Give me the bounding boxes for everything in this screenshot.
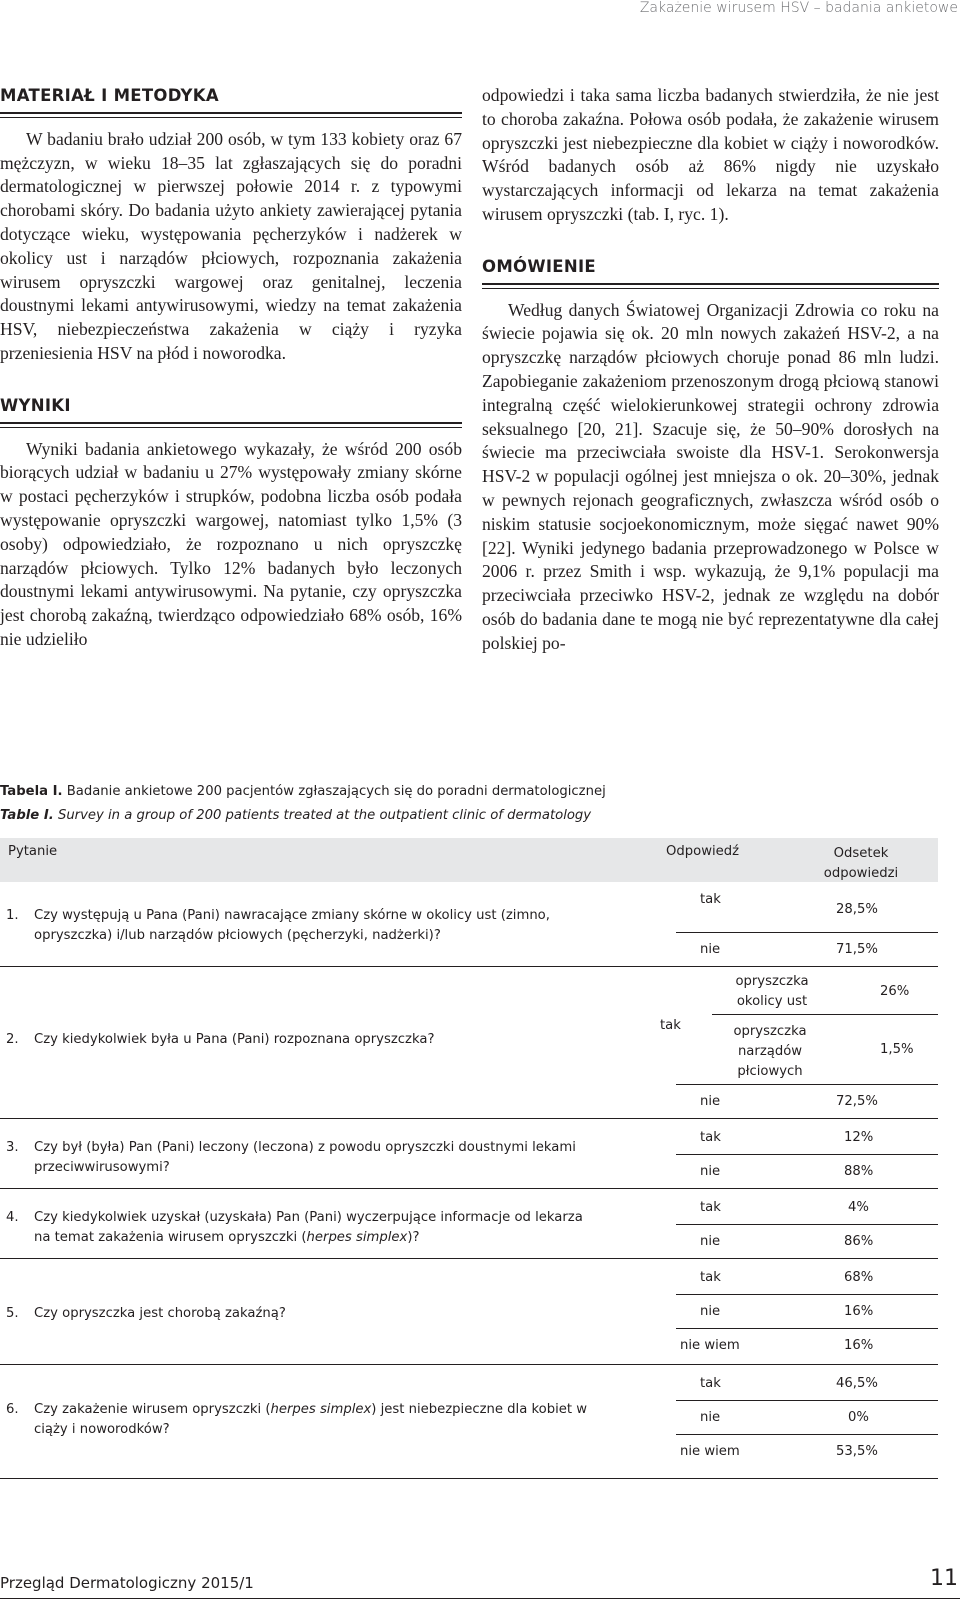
question-text: Czy kiedykolwiek była u Pana (Pani) rozpoznana opryszczka? [34,1032,435,1047]
paragraph-results: Wyniki badania ankietowego wykazały, że wśród 200 osób biorących udział w badaniu u 27% występowały zmiany skórne w postaci pęcherzyków i strupków, podobna liczba osób podała występowanie opryszczki wargowej, natomiast tylko 1,5% (3 osoby) odpowiedziało, że rozpoznano u nich opryszczkę narządów płciowych. Tylko 12% badanych było leczonych doustnymi lekami antywirusowymi. Na pytanie, czy opryszczka jest chorobą zakaźną, twierdząco odpowiedziało 68% osób, 16% nie udzieliło [0,438,462,649]
row-divider [676,1154,938,1155]
question-text: Czy kiedykolwiek uzyskał (uzyskała) Pan (Pani) wyczerpujące informacje od lekarza na temat zakażenia wirusem opryszczki ( [34,1210,583,1245]
row-divider [676,1328,938,1329]
paragraph-discussion: Według danych Światowej Organizacji Zdrowia co roku na świecie pojawia się ok. 20 mln nowych zakażeń HSV-2, a na opryszczkę narządów płciowych choruje ponad 86 mln ludzi. Zapobieganie zakażeniom przenoszonym drogą płciową stanowi integralną część wielokierunkowej strategii ochrony zdrowia seksualnego [20, 21]. Szacuje się, że 50–90% dorosłych na świecie ma przeciwciała swoiste dla HSV-1. Serokonwersja HSV-2 w populacji ogólnej jest mniejsza o ok. 20–30%, jednak w pewnych rejonach geograficznych, zwłaszcza wśród osób o niskim statusie socjoekonomicznym, może sięgać nawet 90% [22]. Wyniki jedynego badania przeprowadzonego w Polsce w 2006 r. przez Smith i wsp. wykazują, że 9,1% populacji ma przeciwciała przeciwko HSV-2, jednak ze względu na dobór osób do badania dane te mogą nie być reprezentatywne dla całej polskiej po- [482,299,939,653]
answer-cell: tak [700,1376,721,1391]
question-6 [6,1400,594,1440]
percent-cell: 12% [844,1130,874,1145]
percent-cell: 16% [844,1304,874,1319]
heading-results: WYNIKI [0,394,462,424]
table-header [0,838,938,882]
answer-cell: tak [660,1018,681,1033]
right-column [482,84,939,656]
answer-cell: nie [700,1410,721,1425]
question-1 [6,906,594,946]
row-divider [0,1188,938,1189]
answer-cell: tak [700,1200,721,1215]
percent-cell: 0% [848,1410,869,1425]
table-caption [0,780,940,828]
question-number: 5. [6,1306,19,1321]
question-number: 2. [6,1032,19,1047]
answer-subcell: opryszczka narządów płciowych [733,1024,807,1079]
answer-cell: tak [700,1270,721,1285]
row-divider [676,1400,938,1401]
caption-english [0,804,940,828]
question-text-end: ) jest niebezpieczne dla kobiet w ciąży i noworodków? [34,1402,587,1437]
paragraph-methods: W badaniu brało udział 200 osób, w tym 133 kobiety oraz 67 mężczyzn, w wieku 18–35 lat zgłaszających się do poradni dermatologicznej w pierwszej połowie 2014 r. z typowymi chorobami skóry. Do badania użyto ankiety zawierającej pytania dotyczące wieku, występowania pęcherzyków i nadżerek w okolicy ust i narządów płciowych, rozpoznania zakażenia wirusem opryszczki wargowej oraz genitalnej, leczenia doustnymi lekami antywirusowymi, wiedzy na temat zakażenia HSV, niebezpieczeństwa zakażenia w ciąży i ryzyka przeniesienia HSV na płód i noworodka. [0,128,462,363]
row-divider [676,1434,938,1435]
row-divider [712,1014,938,1015]
left-column [0,84,462,652]
caption-polish-text: Badanie ankietowe 200 pacjentów zgłaszających się do poradni dermatologicznej [66,784,606,799]
percent-cell: 71,5% [836,942,878,957]
percent-cell: 26% [880,984,910,999]
column-header-question: Pytanie [8,844,58,859]
answer-cell: tak [700,1130,721,1145]
question-text: Czy występują u Pana (Pani) nawracające zmiany skórne w okolicy ust (zimno, opryszczka) i/lub narządów płciowych (pęcherzyki, nadżerki)? [34,908,550,943]
percent-cell: 72,5% [836,1094,878,1109]
heading-methods: MATERIAŁ I METODYKA [0,84,462,114]
row-divider [676,932,938,933]
row-divider [0,1118,938,1119]
column-header-percent: Odsetek odpowiedzi [823,846,899,881]
question-number: 4. [6,1210,19,1225]
paragraph-results-continued: odpowiedzi i taka sama liczba badanych stwierdziła, że nie jest to choroba zakaźna. Połowa osób podała, że zakażenie wirusem opryszczki jest niebezpieczne dla kobiet w ciąży i noworodków. Wśród badanych osób aż 86% nigdy nie uzyskało wystarczających informacji od lekarza na temat zakażenia wirusem opryszczki (tab. I, ryc. 1). [482,85,939,224]
question-number: 1. [6,908,19,923]
answer-cell: nie wiem [680,1338,740,1353]
percent-cell: 16% [844,1338,874,1353]
question-3 [6,1138,594,1178]
footer-rule [0,1598,960,1599]
caption-english-label: Table I. [0,808,54,823]
column-header-answer: Odpowiedź [666,844,740,859]
percent-cell: 88% [844,1164,874,1179]
question-2 [6,1030,594,1050]
answer-cell: nie [700,1094,721,1109]
footer-journal: Przegląd Dermatologiczny 2015/1 [0,1574,254,1592]
row-divider [0,1258,938,1259]
percent-cell: 28,5% [836,902,878,917]
question-text-end: )? [407,1230,420,1245]
question-text: Czy był (była) Pan (Pani) leczony (leczona) z powodu opryszczki doustnymi lekami przeciwwirusowymi? [34,1140,576,1175]
question-5 [6,1304,594,1324]
answer-cell: nie [700,1164,721,1179]
answer-cell: nie wiem [680,1444,740,1459]
percent-cell: 1,5% [880,1042,914,1057]
row-divider [0,966,938,967]
answer-cell: nie [700,1234,721,1249]
question-4 [6,1208,594,1248]
row-divider [676,1294,938,1295]
answer-cell: nie [700,1304,721,1319]
percent-cell: 46,5% [836,1376,878,1391]
running-head: Zakażenie wirusem HSV – badania ankietowe [639,0,958,16]
row-divider [676,1224,938,1225]
row-divider [676,1084,938,1085]
answer-subcell: opryszczka okolicy ust [735,974,809,1009]
percent-cell: 53,5% [836,1444,878,1459]
row-divider [0,1364,938,1365]
question-text: Czy opryszczka jest chorobą zakaźną? [34,1306,286,1321]
caption-polish [0,780,940,804]
answer-cell: tak [700,892,721,907]
table-bottom-rule [0,1478,938,1479]
question-text-italic: herpes simplex [270,1402,372,1417]
percent-cell: 68% [844,1270,874,1285]
heading-discussion: OMÓWIENIE [482,255,939,285]
caption-polish-label: Tabela I. [0,784,63,799]
question-number: 6. [6,1402,19,1417]
caption-english-text: Survey in a group of 200 patients treated at the outpatient clinic of dermatology [57,808,592,823]
question-number: 3. [6,1140,19,1155]
question-text-italic: herpes simplex [306,1230,408,1245]
percent-cell: 86% [844,1234,874,1249]
answer-cell: nie [700,942,721,957]
question-text: Czy zakażenie wirusem opryszczki ( [34,1402,271,1417]
footer-page-number: 11 [930,1566,958,1591]
percent-cell: 4% [848,1200,869,1215]
